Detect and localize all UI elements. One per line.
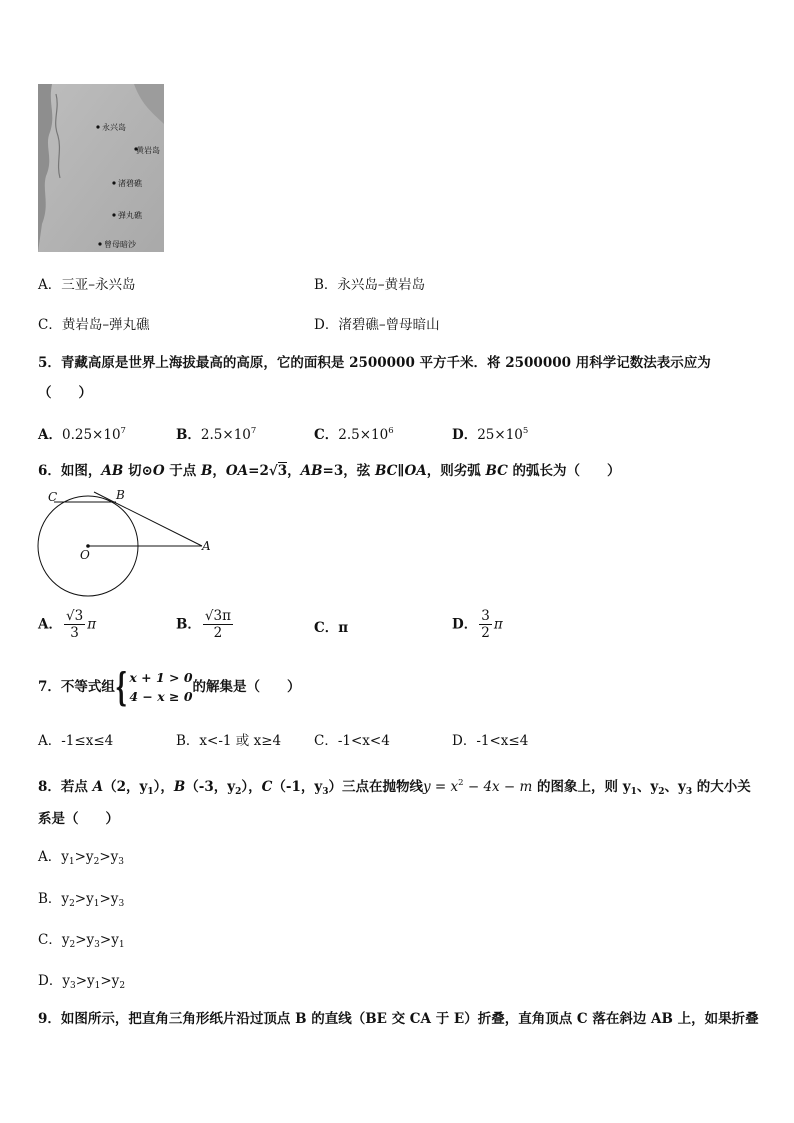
q4-option-d[interactable]: D．渚碧礁–曾母暗山 (314, 317, 440, 333)
q5-option-d[interactable] (452, 422, 528, 444)
q8-option-sub: 3 (94, 940, 100, 950)
q8-option-sub: 1 (94, 981, 101, 991)
q8-equation: y = x (422, 779, 459, 795)
q5-option-a[interactable] (38, 422, 126, 444)
q9-stem: 9．如图所示，把直角三角形纸片沿过顶点 B 的直线（BE 交 CA 于 E）折叠，直角顶点 C 落在斜边 AB 上，如果折叠 (38, 1011, 759, 1027)
map-label-huangyan: 黄岩岛 (136, 146, 160, 155)
q8-option-b[interactable] (38, 890, 124, 913)
q6-var-o: O (152, 463, 165, 479)
q6-option-d-label: D． (452, 616, 478, 633)
q6-label-b: B (116, 488, 125, 502)
q8-text: ）， (153, 779, 174, 795)
q6-stem-part: ， (212, 463, 226, 479)
q5-option-d-base: 25×10 (477, 427, 523, 443)
q6-stem-part: ，则劣弧 (426, 463, 486, 479)
q5-option-b-base: 2.5×10 (200, 427, 251, 443)
q5-stem: 5．青藏高原是世界上海拔最高的高原，它的面积是 2500000 平方千米．将 2500000 用科学记数法表示应为 (38, 355, 711, 371)
q6-option-a-num: √3 (65, 608, 84, 624)
q8-text: 、y (664, 779, 686, 795)
q6-option-d-den: 2 (481, 625, 490, 641)
q5-option-b-label: B． (176, 427, 201, 443)
q6-stem-part: 6．如图， (38, 463, 102, 479)
q6-stem-part: 于点 (164, 463, 201, 479)
q8-option-sub: 3 (118, 857, 124, 867)
q6-option-d-fraction (479, 608, 492, 641)
q6-var-oa: OA (404, 463, 427, 479)
q8-text: 的大小关 (692, 779, 751, 795)
q8-option-sub: 3 (69, 981, 76, 991)
q7-stem-tail: 的解集是（ ） (192, 679, 301, 695)
q8-option-sub: 2 (93, 857, 100, 867)
q7-stem-lead: 7．不等式组 (38, 679, 115, 695)
q8-subscript: 3 (685, 787, 693, 797)
q6-var-ab: AB (300, 463, 323, 479)
q8-option-sub: 2 (119, 981, 126, 991)
q5-option-c-exp: 6 (388, 426, 394, 436)
q6-var-bc: BC (485, 463, 508, 479)
q6-stem-part: ∥ (397, 463, 405, 479)
q5-option-c-base: 2.5×10 (338, 427, 389, 443)
q5-paren: （ ） (38, 385, 92, 401)
map-dot-3 (112, 181, 115, 184)
q6-stem (38, 462, 621, 480)
q6-stem-part: ， (287, 463, 301, 479)
q6-option-b-num: √3π (204, 608, 231, 624)
map-dot-5 (98, 242, 101, 245)
q7-brace: { (115, 664, 128, 709)
q6-var-bc: BC (374, 463, 398, 479)
q6-option-c[interactable]: C．π (314, 620, 349, 636)
q6-option-b-label: B． (176, 616, 201, 633)
q6-stem-part: 切⊙ (123, 463, 153, 479)
q8-equation-tail: − 4x − m (463, 779, 533, 795)
q8-option-sub: 3 (118, 899, 125, 909)
q8-option-sub: 2 (69, 940, 76, 950)
q7-option-b[interactable]: B．x<-1 或 x≥4 (176, 733, 282, 749)
q6-option-d-num: 3 (481, 608, 490, 624)
q6-option-a-den: 3 (70, 625, 79, 641)
q8-option-text: C．y (38, 932, 70, 948)
map-dot-4 (112, 213, 115, 216)
q6-option-d-pi: π (493, 616, 503, 633)
q5-option-a-base: 0.25×10 (61, 427, 121, 443)
q4-option-c[interactable]: C．黄岩岛–弹丸礁 (38, 317, 150, 333)
q5-option-c-label: C． (314, 427, 339, 443)
q8-text: （2，y (103, 779, 148, 795)
q8-point-a: A (92, 779, 104, 795)
q7-system-line2: 4 − x ≥ 0 (129, 689, 193, 704)
q8-option-text: >y (74, 891, 94, 907)
q4-option-a[interactable]: A．三亚–永兴岛 (38, 277, 136, 293)
q8-subscript: 2 (658, 787, 665, 797)
q6-stem-part: =2 (248, 463, 269, 479)
q5-option-a-label: A． (38, 427, 62, 443)
q8-option-text: D．y (38, 973, 70, 989)
q6-label-o: O (80, 548, 90, 562)
q7-option-c[interactable]: C．-1<x<4 (314, 733, 390, 749)
q6-stem-part: =3，弦 (322, 463, 375, 479)
q8-subscript: 2 (235, 787, 242, 797)
q7-system (129, 668, 192, 706)
q8-option-text: >y (99, 891, 119, 907)
q8-option-d[interactable] (38, 972, 125, 995)
map-image (38, 84, 164, 252)
q6-stem-part: 的弧长为（ ） (507, 463, 621, 479)
q8-text: （-3，y (185, 779, 236, 795)
q7-stem (38, 664, 301, 709)
q8-text: 、y (636, 779, 659, 795)
map-label-danwan: 弹丸礁 (118, 211, 142, 220)
q5-option-b-exp: 7 (250, 426, 257, 436)
q8-option-text: B．y (38, 891, 70, 907)
q8-option-text: A．y (38, 849, 69, 865)
q6-option-a-label: A． (38, 616, 62, 633)
q6-option-a[interactable] (38, 608, 96, 641)
q6-var-oa: OA (225, 463, 249, 479)
q5-option-b[interactable] (176, 422, 256, 444)
q8-option-text: >y (75, 932, 95, 948)
q8-subscript: 1 (147, 787, 154, 797)
q8-text: 8．若点 (38, 779, 93, 795)
q5-option-d-label: D． (452, 427, 478, 443)
q6-label-a: A (202, 539, 211, 553)
q8-option-text: >y (75, 973, 95, 989)
q8-stem-line1 (38, 774, 751, 801)
q8-subscript: 3 (322, 787, 329, 797)
q8-option-a[interactable] (38, 848, 124, 871)
q8-text: ）， (241, 779, 262, 795)
q8-option-text: >y (99, 849, 119, 865)
q7-option-d[interactable]: D．-1<x≤4 (452, 733, 529, 749)
q6-option-b-den: 2 (213, 625, 223, 641)
q8-text: 的图象上，则 y (532, 779, 631, 795)
q8-text: （-1，y (272, 779, 323, 795)
q8-point-c: C (261, 779, 273, 795)
q6-label-c: C (48, 490, 58, 504)
q8-subscript: 1 (630, 787, 637, 797)
q8-option-c[interactable] (38, 931, 125, 954)
q8-option-text: >y (99, 932, 119, 948)
q7-option-a[interactable]: A．-1≤x≤4 (38, 733, 114, 749)
q6-figure (34, 488, 224, 600)
q8-equation-exp: 2 (458, 778, 464, 788)
q8-option-sub: 2 (69, 899, 75, 909)
map-label-zengmu: 曾母暗沙 (104, 240, 136, 249)
q8-option-text: >y (74, 849, 94, 865)
q6-option-a-pi: π (87, 616, 97, 633)
q8-option-sub: 1 (118, 940, 125, 950)
q6-sqrt-radicand: 3 (277, 463, 288, 479)
q6-option-a-fraction (64, 608, 85, 641)
q5-option-c[interactable] (314, 422, 394, 444)
q6-option-b[interactable] (176, 608, 235, 641)
q8-option-sub: 1 (68, 857, 75, 867)
q7-system-line1: x + 1 > 0 (129, 670, 193, 685)
q6-tangent-ab (94, 492, 202, 546)
q8-text: ）三点在抛物线 (328, 779, 423, 795)
q8-point-b: B (173, 779, 186, 795)
q6-var-b: B (200, 463, 213, 479)
q6-option-d[interactable] (452, 608, 503, 641)
q8-stem-line2: 系是（ ） (38, 811, 119, 827)
q5-option-a-exp: 7 (120, 426, 126, 436)
map-label-zhubi: 渚碧礁 (118, 179, 142, 188)
map-dot-1 (96, 125, 99, 128)
q5-option-d-exp: 5 (522, 426, 529, 436)
q6-var-ab: AB (101, 463, 124, 479)
q6-sqrt: √3 (268, 463, 288, 479)
map-label-yongxing: 永兴岛 (102, 123, 126, 132)
q4-option-b[interactable]: B．永兴岛–黄岩岛 (314, 277, 426, 293)
q6-option-b-fraction (203, 608, 233, 641)
q8-option-sub: 1 (93, 899, 100, 909)
q8-option-text: >y (100, 973, 120, 989)
